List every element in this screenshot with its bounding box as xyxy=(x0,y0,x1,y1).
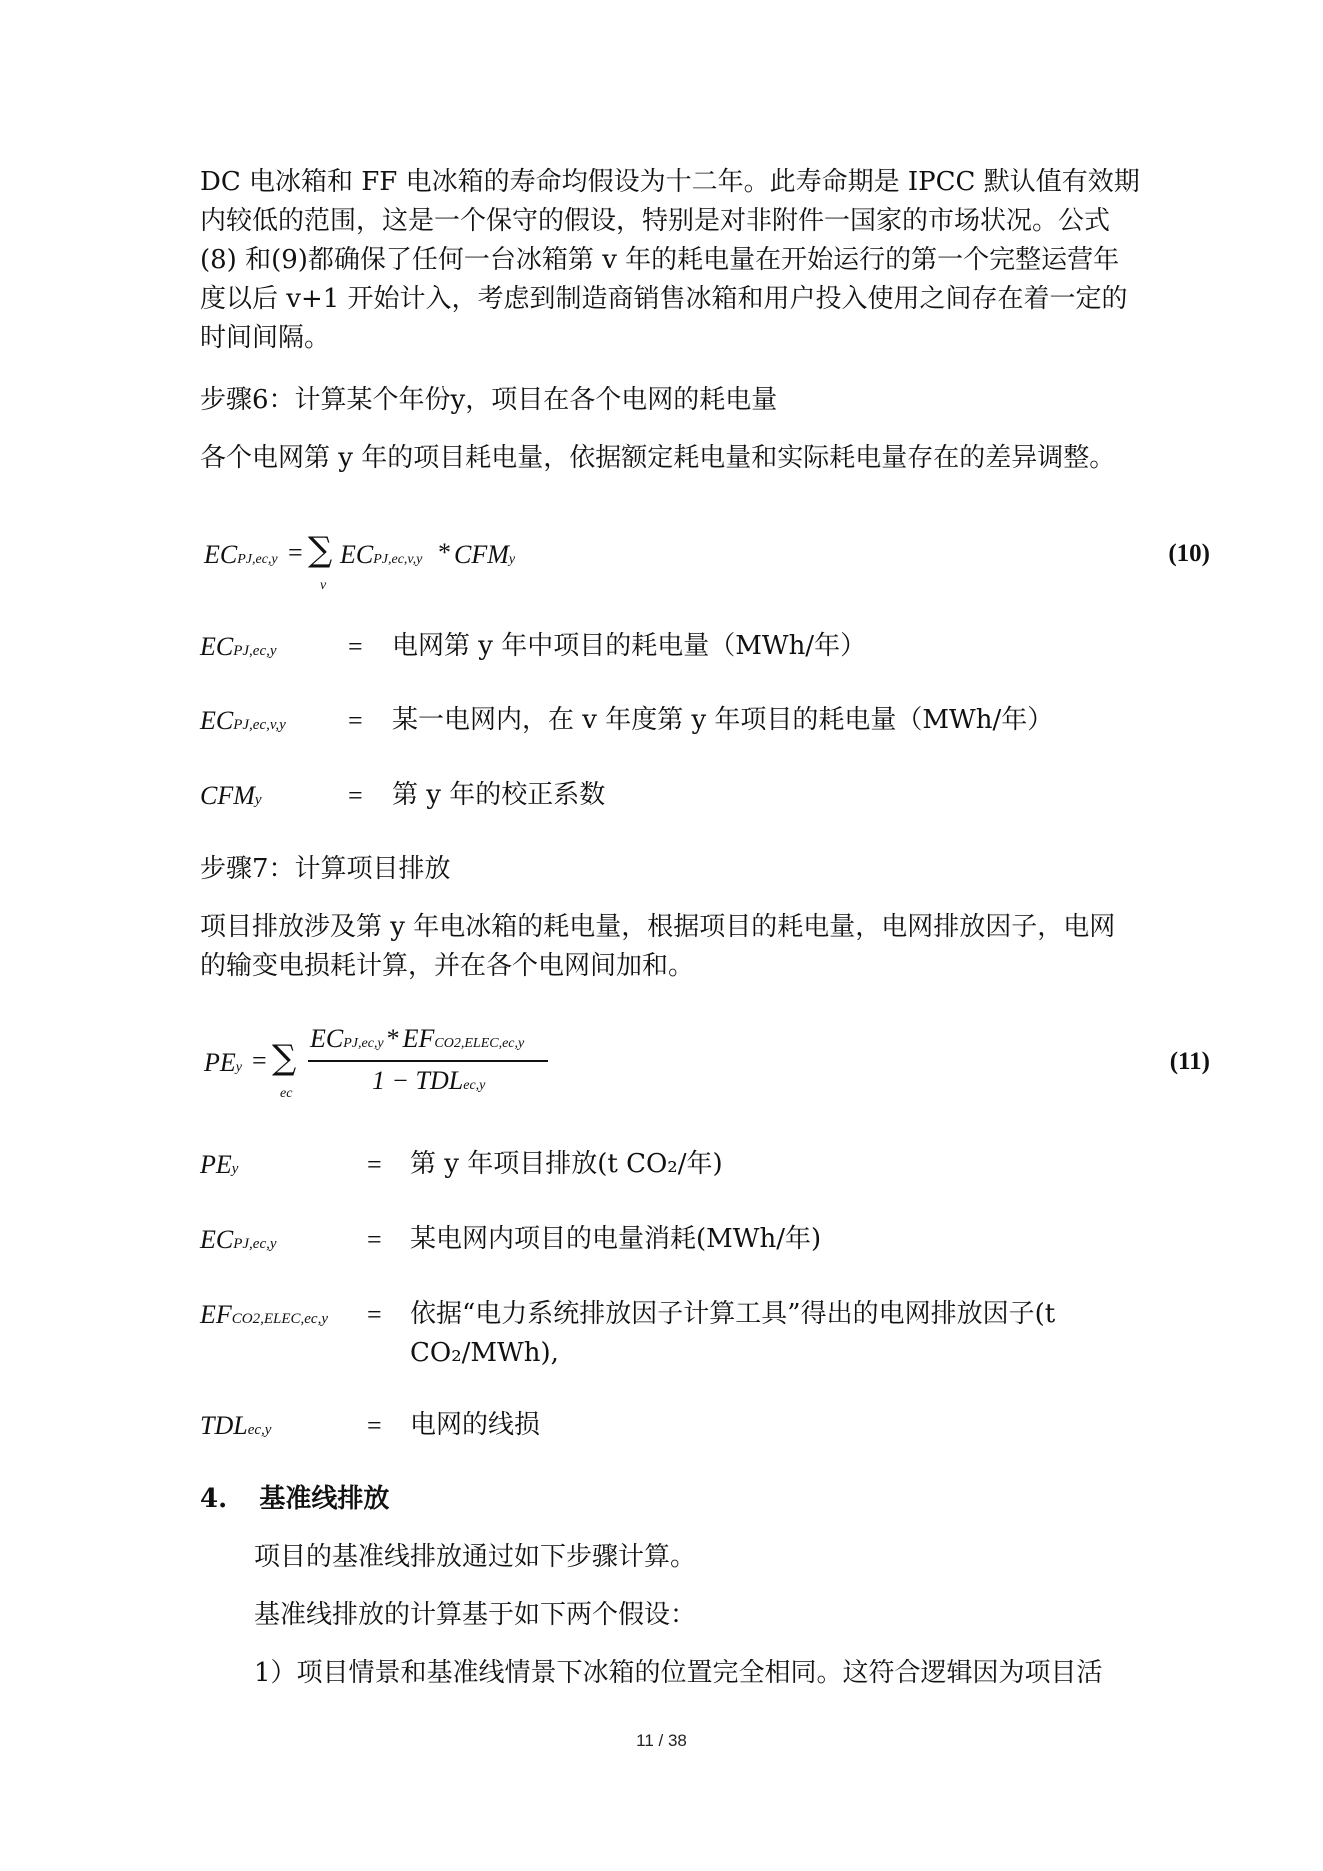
definition-symbol: CFMy xyxy=(200,781,262,810)
definition-symbol: ECPJ,ec,y xyxy=(200,632,277,661)
definition-text: 某电网内项目的电量消耗(MWh/年) xyxy=(410,1224,822,1254)
definition-row xyxy=(200,701,1125,741)
eq11-numerator: ECPJ,ec,y * EFCO2,ELEC,ec,y xyxy=(310,1024,525,1053)
section-title: 基准线排放 xyxy=(259,1484,390,1514)
definition-text: 某一电网内，在 v 年度第 y 年项目的耗电量（MWh/年） xyxy=(392,705,1054,735)
text-line: 度以后 v+1 开始计入，考虑到制造商销售冰箱和用户投入使用之间存在着一定的 xyxy=(200,284,1128,314)
eq11-denominator: 1 − TDLec,y xyxy=(372,1066,486,1095)
text-line: DC 电冰箱和 FF 电冰箱的寿命均假设为十二年。此寿命期是 IPCC 默认值有效期 xyxy=(200,167,1140,197)
definition-text: 电网第 y 年中项目的耗电量（MWh/年） xyxy=(392,631,867,661)
definition-equals: = xyxy=(348,781,363,810)
definition-equals: = xyxy=(348,632,363,661)
definition-symbol: ECPJ,ec,y xyxy=(200,1225,277,1254)
definition-text-continued: CO₂/MWh), xyxy=(410,1338,559,1368)
text-line: (8) 和(9)都确保了任何一台冰箱第 v 年的耗电量在开始运行的第一个完整运营年 xyxy=(200,245,1120,275)
eq10-equals: = xyxy=(288,538,303,567)
definition-equals: = xyxy=(367,1150,382,1179)
sigma-symbol: ∑ xyxy=(272,1038,297,1078)
eq11-lhs: PEy xyxy=(204,1048,242,1077)
page-number: 11 / 38 xyxy=(636,1731,687,1750)
definition-text: 第 y 年的校正系数 xyxy=(392,780,606,810)
sigma-symbol: ∑ xyxy=(308,530,333,570)
definition-equals: = xyxy=(367,1411,382,1440)
definition-equals: = xyxy=(348,706,363,735)
section-heading xyxy=(200,1480,389,1519)
section-line: 1）项目情景和基准线情景下冰箱的位置完全相同。这符合逻辑因为项目活 xyxy=(254,1658,1103,1688)
text-line: 内较低的范围，这是一个保守的假设，特别是对非附件一国家的市场状况。公式 xyxy=(200,206,1111,236)
definition-text: 第 y 年项目排放(t CO₂/年) xyxy=(410,1149,723,1179)
text-line: 时间间隔。 xyxy=(200,323,331,353)
definition-row xyxy=(200,1220,1125,1260)
text-line: 的输变电损耗计算，并在各个电网间加和。 xyxy=(200,951,695,981)
definition-equals: = xyxy=(367,1300,382,1329)
step7-title: 步骤7：计算项目排放 xyxy=(200,854,451,884)
definition-row xyxy=(200,1406,1125,1446)
definition-row xyxy=(200,1145,1125,1185)
section-number: 4. xyxy=(200,1484,228,1514)
section-line: 基准线排放的计算基于如下两个假设： xyxy=(254,1600,697,1630)
definition-row xyxy=(200,627,1125,667)
fraction-bar xyxy=(308,1060,548,1062)
equation-10 xyxy=(200,530,1210,610)
definition-text: 电网的线损 xyxy=(410,1410,541,1440)
eq10-times: * xyxy=(438,538,451,567)
definition-symbol: ECPJ,ec,v,y xyxy=(200,706,286,735)
eq11-sigma-index: ec xyxy=(280,1086,293,1101)
step6-title: 步骤6：计算某个年份y，项目在各个电网的耗电量 xyxy=(200,385,778,415)
eq11-equals: = xyxy=(252,1046,267,1075)
eq10-lhs: ECPJ,ec,y xyxy=(204,540,278,569)
definition-equals: = xyxy=(367,1225,382,1254)
equation-11 xyxy=(200,1020,1210,1115)
definition-row xyxy=(200,1295,1125,1375)
text-line: 项目排放涉及第 y 年电冰箱的耗电量，根据项目的耗电量，电网排放因子，电网 xyxy=(200,912,1116,942)
equation-number: (11) xyxy=(1169,1048,1210,1075)
step6-description: 各个电网第 y 年的项目耗电量，依据额定耗电量和实际耗电量存在的差异调整。 xyxy=(200,443,1116,473)
section-line: 项目的基准线排放通过如下步骤计算。 xyxy=(254,1542,697,1572)
definition-symbol: PEy xyxy=(200,1150,239,1179)
eq10-term1: ECPJ,ec,v,y xyxy=(340,540,423,569)
definition-symbol: EFCO2,ELEC,ec,y xyxy=(200,1300,328,1329)
definition-symbol: TDLec,y xyxy=(200,1411,272,1440)
step7-description xyxy=(200,908,1125,986)
eq10-term2: CFMy xyxy=(454,540,516,569)
paragraph-lifetime xyxy=(200,163,1140,358)
definition-text: 依据“电力系统排放因子计算工具”得出的电网排放因子(t xyxy=(410,1299,1056,1329)
eq10-sigma-index: v xyxy=(320,578,327,593)
definition-row xyxy=(200,776,1125,816)
equation-number: (10) xyxy=(1168,540,1210,567)
